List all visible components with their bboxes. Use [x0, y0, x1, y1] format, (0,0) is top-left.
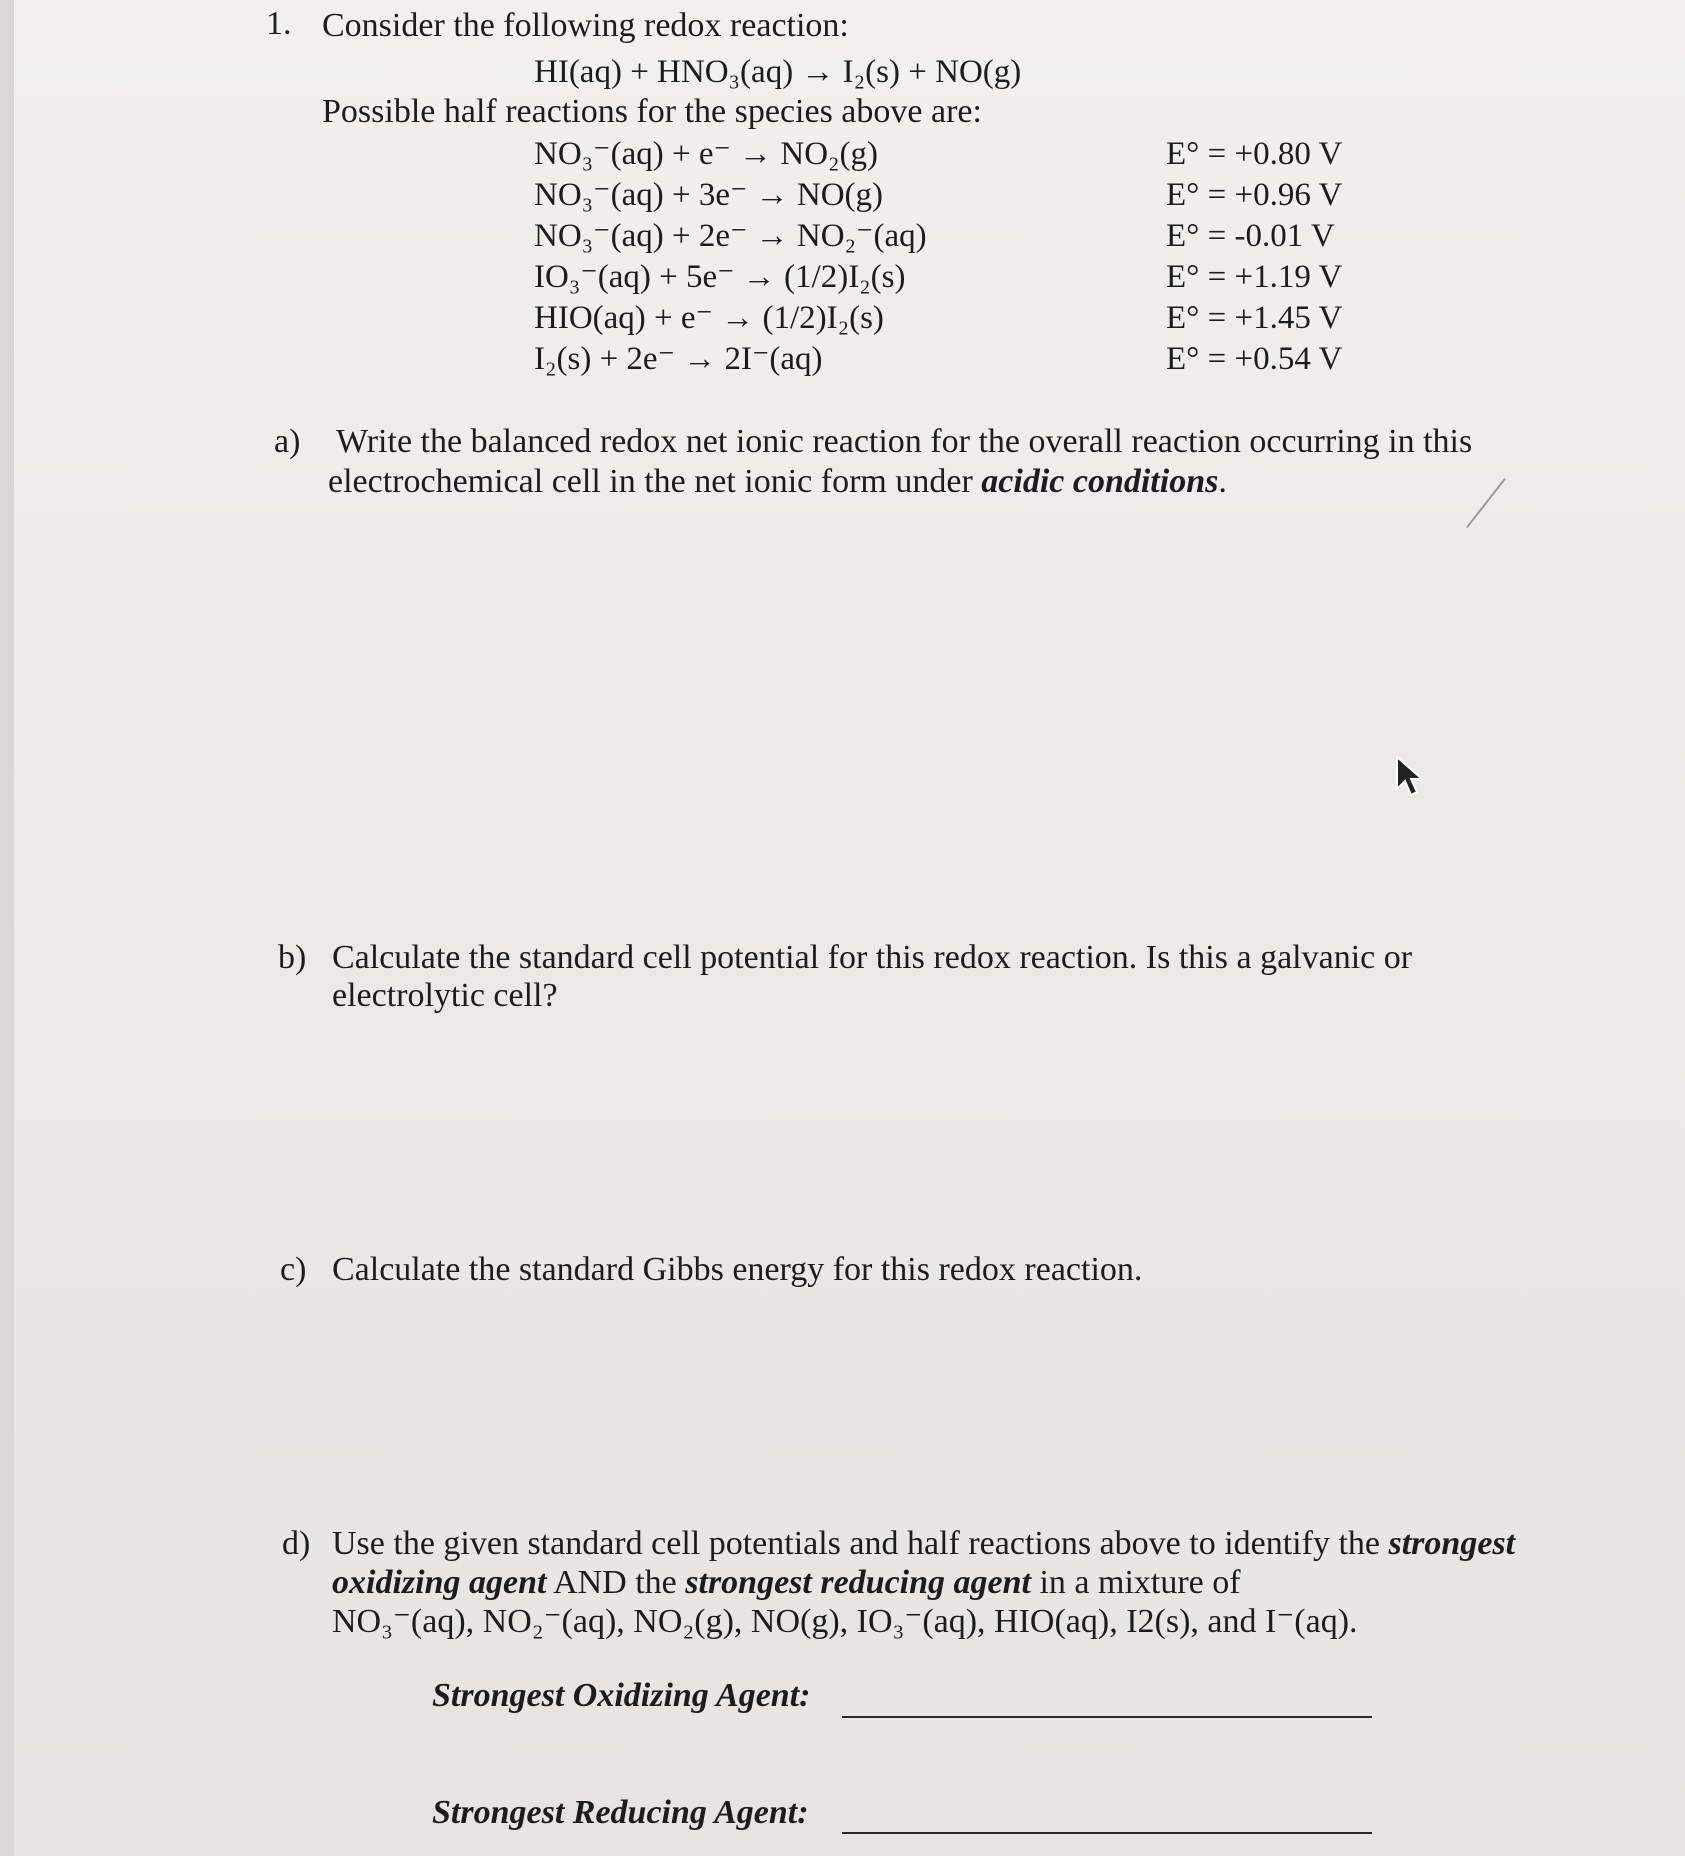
question-number: 1.	[266, 5, 292, 42]
part-d-line2	[332, 1563, 1241, 1603]
part-b-line2: electrolytic cell?	[332, 977, 558, 1014]
half-reaction-1: NO₃⁻(aq) + e⁻ → NO₂(g)	[534, 136, 879, 172]
part-a-line2-end: .	[1218, 463, 1227, 500]
part-d-line1	[332, 1524, 1515, 1564]
part-d-line2-mid: AND the	[553, 1564, 677, 1601]
part-d-species-list: NO₃⁻(aq), NO₂⁻(aq), NO₂(g), NO(g), IO₃⁻(aq), HIO(aq), I2(s), and I⁻(aq).	[332, 1603, 1358, 1640]
part-d-emphasis-reducing: strongest reducing agent	[685, 1564, 1031, 1601]
part-d-line1-text: Use the given standard cell potentials and half reactions above to identify the	[332, 1525, 1380, 1562]
part-d-emphasis-strongest: strongest	[1388, 1525, 1516, 1562]
potential-3: E° = -0.01 V	[1166, 218, 1335, 254]
half-reaction-3: NO₃⁻(aq) + 2e⁻ → NO₂⁻(aq)	[534, 218, 927, 254]
oxidizing-answer-line[interactable]	[842, 1716, 1372, 1718]
page-left-edge	[0, 0, 14, 1856]
overall-reaction: HI(aq) + HNO₃(aq) → I₂(s) + NO(g)	[534, 54, 1022, 90]
part-d-label: d)	[282, 1525, 311, 1562]
half-reaction-5: HIO(aq) + e⁻ → (1/2)I₂(s)	[534, 300, 884, 336]
half-reaction-2: NO₃⁻(aq) + 3e⁻ → NO(g)	[534, 177, 884, 213]
question-intro: Consider the following redox reaction:	[322, 7, 849, 44]
part-a-line2	[328, 462, 1227, 502]
mouse-cursor-icon	[1395, 755, 1429, 801]
potential-4: E° = +1.19 V	[1166, 259, 1343, 295]
half-reaction-4: IO₃⁻(aq) + 5e⁻ → (1/2)I₂(s)	[534, 259, 906, 295]
part-d-line2-end: in a mixture of	[1039, 1564, 1241, 1601]
pen-mark	[1466, 478, 1506, 528]
part-a-line1: Write the balanced redox net ionic reaction for the overall reaction occurring in this	[336, 423, 1473, 460]
potential-1: E° = +0.80 V	[1166, 136, 1343, 172]
part-a-line2-text: electrochemical cell in the net ionic form under	[328, 463, 973, 500]
potential-5: E° = +1.45 V	[1166, 300, 1343, 336]
strongest-oxidizing-label	[432, 1676, 810, 1716]
strongest-reducing-label	[432, 1793, 809, 1833]
part-b-label: b)	[278, 939, 307, 976]
potential-2: E° = +0.96 V	[1166, 177, 1343, 213]
part-a-emphasis: acidic conditions	[981, 463, 1219, 500]
reducing-answer-line[interactable]	[842, 1832, 1372, 1834]
potential-6: E° = +0.54 V	[1166, 341, 1343, 377]
part-a-label: a)	[274, 423, 301, 460]
strongest-oxidizing-label-text: Strongest Oxidizing Agent:	[432, 1677, 811, 1714]
part-d-emphasis-oxidizing: oxidizing agent	[332, 1564, 547, 1601]
half-reactions-intro: Possible half reactions for the species above are:	[322, 93, 982, 130]
part-b-line1: Calculate the standard cell potential for this redox reaction. Is this a galvanic or	[332, 939, 1413, 976]
strongest-reducing-label-text: Strongest Reducing Agent:	[432, 1794, 809, 1831]
part-c-label: c)	[280, 1251, 307, 1288]
part-c-line1: Calculate the standard Gibbs energy for this redox reaction.	[332, 1251, 1143, 1288]
half-reaction-6: I₂(s) + 2e⁻ → 2I⁻(aq)	[534, 341, 823, 377]
